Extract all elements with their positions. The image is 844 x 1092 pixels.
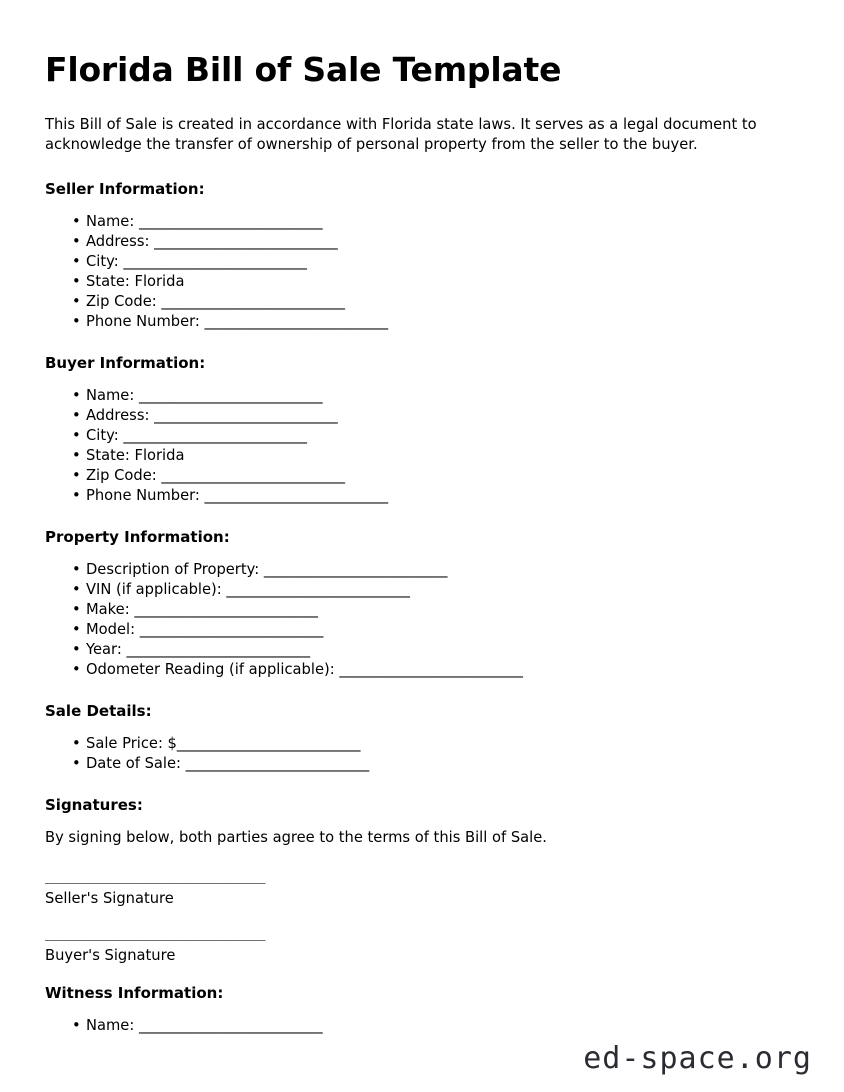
field-label: Model: <box>86 620 140 638</box>
field-label: City: <box>86 426 124 444</box>
signature-statement: By signing below, both parties agree to the terms of this Bill of Sale. <box>45 828 547 846</box>
field-label: Name: <box>86 1017 139 1035</box>
witness-field-list <box>45 1016 799 1036</box>
field-label: City: <box>86 252 124 270</box>
field-blank[interactable]: _________________________ <box>161 466 345 484</box>
field-blank[interactable]: _________________________ <box>263 560 448 578</box>
field-label: Date of Sale: <box>86 754 186 772</box>
list-item <box>45 446 799 466</box>
seller-signature-label: Seller's Signature <box>45 890 174 908</box>
list-item <box>45 252 799 272</box>
seller-field-list <box>45 212 799 332</box>
list-item <box>45 620 799 640</box>
field-blank[interactable]: _________________________ <box>134 600 318 618</box>
list-item <box>45 466 799 486</box>
list-item <box>45 754 799 774</box>
field-label: Name: <box>86 212 139 230</box>
list-item <box>45 1016 799 1036</box>
section-heading-witness: Witness Information: <box>45 984 224 1003</box>
field-blank[interactable]: _________________________ <box>154 232 338 250</box>
list-item <box>45 272 799 292</box>
field-label: Zip Code: <box>86 466 162 484</box>
list-item <box>45 292 799 312</box>
field-blank[interactable]: _________________________ <box>185 754 370 772</box>
field-label: Make: <box>86 600 135 618</box>
field-blank[interactable]: _________________________ <box>204 312 389 330</box>
list-item <box>45 212 799 232</box>
sale-details-field-list <box>45 734 799 774</box>
section-heading-signatures: Signatures: <box>45 795 143 814</box>
section-heading-seller: Seller Information: <box>45 179 205 198</box>
section-heading-property: Property Information: <box>45 527 230 546</box>
field-blank[interactable]: _________________________ <box>204 486 389 504</box>
document-content <box>45 52 799 1058</box>
field-blank[interactable]: _________________________ <box>176 734 361 752</box>
list-item <box>45 386 799 406</box>
field-label: VIN (if applicable): <box>86 580 227 598</box>
list-item <box>45 560 799 580</box>
field-blank[interactable]: _________________________ <box>138 1017 323 1035</box>
field-blank[interactable]: _________________________ <box>138 212 323 230</box>
field-label: Phone Number: <box>86 486 205 504</box>
buyer-field-list <box>45 386 799 506</box>
field-blank[interactable]: _________________________ <box>339 660 523 678</box>
buyer-signature-block <box>45 927 799 966</box>
list-item <box>45 660 799 680</box>
field-label: State: Florida <box>86 272 185 290</box>
field-blank[interactable]: _________________________ <box>138 386 323 404</box>
field-blank[interactable]: _________________________ <box>123 426 307 444</box>
list-item <box>45 406 799 426</box>
site-watermark: ed-space.org <box>583 1041 812 1076</box>
field-label: Address: <box>86 232 155 250</box>
property-field-list <box>45 560 799 680</box>
list-item <box>45 312 799 332</box>
field-label: Odometer Reading (if applicable): <box>86 660 340 678</box>
field-label: Zip Code: <box>86 292 162 310</box>
field-blank[interactable]: _________________________ <box>123 252 307 270</box>
list-item <box>45 232 799 252</box>
field-label: Name: <box>86 386 139 404</box>
seller-signature-line[interactable]: ______________________________ <box>45 870 266 885</box>
section-heading-buyer: Buyer Information: <box>45 353 206 372</box>
field-blank[interactable]: _________________________ <box>154 406 338 424</box>
section-heading-sale-details: Sale Details: <box>45 701 152 720</box>
buyer-signature-label: Buyer's Signature <box>45 947 176 965</box>
field-blank[interactable]: _________________________ <box>226 580 410 598</box>
field-label: Phone Number: <box>86 312 205 330</box>
list-item <box>45 486 799 506</box>
intro-paragraph: This Bill of Sale is created in accordance with Florida state laws. It serves as a legal document to acknowledge the transfer of ownership of personal property from the seller to the buyer. <box>45 115 757 154</box>
field-label: Sale Price: $ <box>86 734 177 752</box>
field-blank[interactable]: _________________________ <box>139 620 324 638</box>
seller-signature-block <box>45 870 799 909</box>
field-blank[interactable]: _________________________ <box>126 640 311 658</box>
list-item <box>45 600 799 620</box>
field-label: Year: <box>86 640 127 658</box>
field-blank[interactable]: _________________________ <box>161 292 345 310</box>
field-label: Address: <box>86 406 155 424</box>
list-item <box>45 426 799 446</box>
list-item <box>45 640 799 660</box>
field-label: State: Florida <box>86 446 185 464</box>
field-label: Description of Property: <box>86 560 264 578</box>
page-title: Florida Bill of Sale Template <box>45 50 562 89</box>
buyer-signature-line[interactable]: ______________________________ <box>45 927 266 942</box>
list-item <box>45 580 799 600</box>
list-item <box>45 734 799 754</box>
